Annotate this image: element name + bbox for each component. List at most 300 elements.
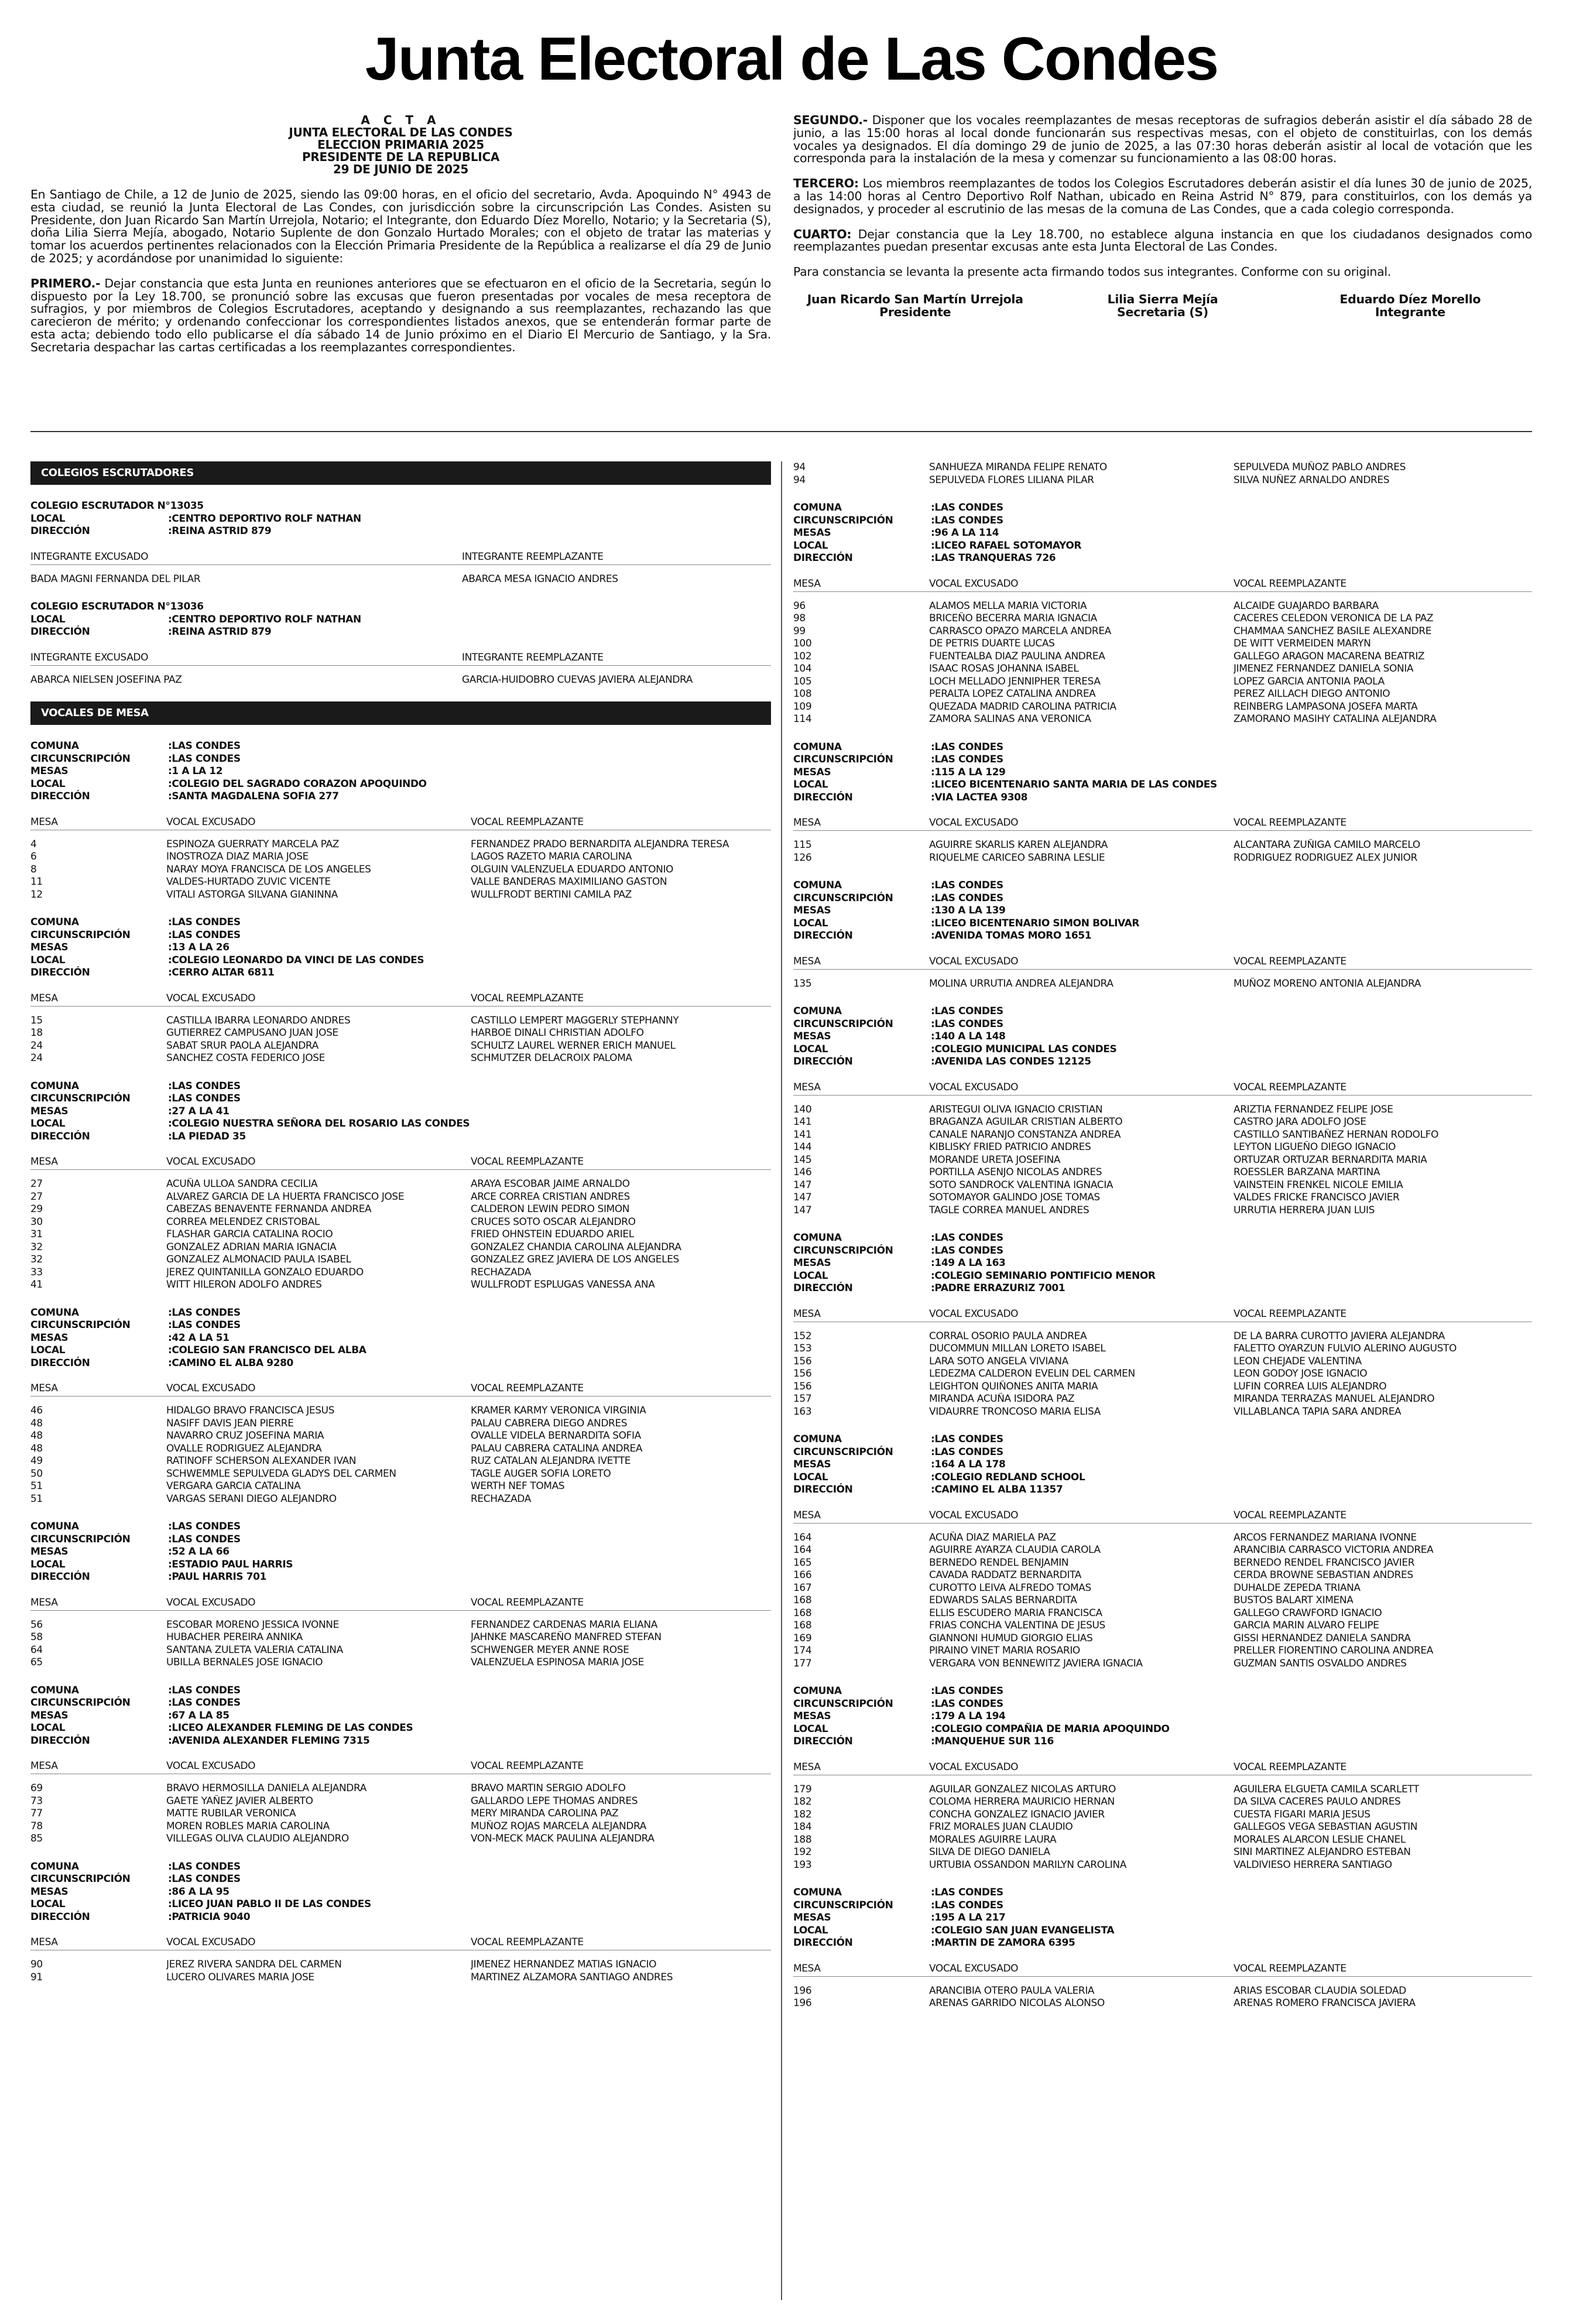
top-divider — [30, 431, 1532, 432]
vocal-reemplazante: FERNANDEZ PRADO BERNARDITA ALEJANDRA TERESA — [471, 838, 729, 850]
mesas-row — [30, 1546, 771, 1559]
info-value — [168, 929, 241, 942]
info-value-text: 115 A LA 129 — [934, 766, 1006, 778]
info-value — [168, 525, 271, 538]
table-header — [30, 1596, 771, 1611]
vocal-excusado: AGUIRRE SKARLIS KAREN ALEJANDRA — [929, 839, 1108, 851]
info-label: CIRCUNSCRIPCIÓN — [793, 1446, 893, 1458]
table-row — [30, 1795, 771, 1808]
info-label: LOCAL — [30, 1558, 66, 1570]
info-value-text: LAS CONDES — [172, 1093, 241, 1104]
vocal-reemplazante: RODRIGUEZ RODRIGUEZ ALEX JUNIOR — [1233, 851, 1417, 864]
direccion-row — [793, 792, 1532, 805]
mesa-block-info — [30, 1080, 771, 1144]
info-colon: : — [931, 1924, 935, 1936]
info-colon: : — [931, 1043, 935, 1055]
circunscripcion-row — [30, 1697, 771, 1710]
table-header — [30, 1759, 771, 1774]
vocal-reemplazante: GUZMAN SANTIS OSVALDO ANDRES — [1233, 1657, 1407, 1669]
info-value — [168, 1080, 241, 1093]
info-colon: : — [931, 892, 935, 904]
mesa-rows — [30, 838, 771, 902]
vocal-reemplazante: DA SILVA CACERES PAULO ANDRES — [1233, 1796, 1401, 1808]
table-row — [793, 1607, 1532, 1620]
info-value-text: LAS CONDES — [934, 1899, 1003, 1911]
info-colon: : — [168, 929, 172, 941]
mesa-number: 41 — [30, 1279, 43, 1291]
info-value-text: MARTIN DE ZAMORA 6395 — [934, 1937, 1075, 1949]
acta-heading — [30, 114, 771, 176]
vocal-excusado: MOREN ROBLES MARIA CAROLINA — [166, 1820, 330, 1832]
local-row — [793, 1471, 1532, 1484]
vocal-reemplazante: KRAMER KARMY VERONICA VIRGINIA — [471, 1405, 646, 1416]
info-value-text: MANQUEHUE SUR 116 — [934, 1736, 1054, 1747]
circunscripcion-row — [793, 1446, 1532, 1459]
integrantes-header — [30, 651, 771, 666]
info-label: CIRCUNSCRIPCIÓN — [30, 1697, 131, 1709]
mesa-number: 168 — [793, 1594, 812, 1606]
vocal-excusado: NASIFF DAVIS JEAN PIERRE — [166, 1417, 294, 1429]
info-value — [168, 954, 424, 967]
table-header — [30, 1381, 771, 1397]
mesa-rows — [30, 1405, 771, 1505]
vocal-excusado: JEREZ RIVERA SANDRA DEL CARMEN — [166, 1959, 342, 1970]
table-row — [30, 1631, 771, 1644]
info-value-text: 179 A LA 194 — [934, 1710, 1006, 1722]
info-label: DIRECCIÓN — [793, 1282, 853, 1294]
mesa-header: MESA — [793, 817, 821, 829]
vocal-excusado: SABAT SRUR PAOLA ALEJANDRA — [166, 1039, 318, 1052]
info-value-text: 67 A LA 85 — [172, 1709, 229, 1721]
vocal-excusado: GONZALEZ ALMONACID PAULA ISABEL — [166, 1254, 351, 1265]
table-row — [30, 1405, 771, 1418]
table-row — [30, 1833, 771, 1846]
table-row — [30, 876, 771, 889]
mesa-number: 167 — [793, 1582, 812, 1594]
vocal-excusado: SANCHEZ COSTA FEDERICO JOSE — [166, 1052, 325, 1064]
info-label: MESAS — [30, 765, 68, 777]
mesa-number: 147 — [793, 1204, 812, 1216]
vocal-reemplazante: TAGLE AUGER SOFIA LORETO — [471, 1467, 611, 1480]
info-label: CIRCUNSCRIPCIÓN — [30, 1093, 131, 1104]
vocal-excusado: SANTANA ZULETA VALERIA CATALINA — [166, 1644, 343, 1656]
mesa-number: 11 — [30, 876, 43, 888]
colegio-direccion-row — [30, 525, 771, 538]
table-row — [30, 1040, 771, 1053]
table-row — [30, 1443, 771, 1456]
vocal-excusado-header: VOCAL EXCUSADO — [929, 817, 1019, 829]
info-value-text: COLEGIO NUESTRA SEÑORA DEL ROSARIO LAS CONDES — [172, 1118, 470, 1130]
vocal-excusado-header: VOCAL EXCUSADO — [929, 577, 1019, 590]
info-value — [168, 1534, 241, 1546]
info-colon: : — [168, 1722, 172, 1734]
table-row — [793, 663, 1532, 676]
vocal-reemplazante: CASTILLO LEMPERT MAGGERLY STEPHANNY — [471, 1014, 679, 1026]
comuna-row — [793, 1005, 1532, 1018]
info-value — [931, 1270, 1156, 1283]
vocal-reemplazante: HARBOE DINALI CHRISTIAN ADOLFO — [471, 1027, 644, 1039]
info-label: DIRECCIÓN — [793, 552, 853, 564]
mesa-rows — [793, 461, 1532, 487]
vocal-excusado: ESCOBAR MORENO JESSICA IVONNE — [166, 1618, 339, 1631]
info-value-text: LAS CONDES — [934, 1887, 1003, 1898]
table-row — [30, 1203, 771, 1216]
info-colon: : — [931, 502, 935, 514]
vocal-excusado-header: VOCAL EXCUSADO — [929, 1509, 1019, 1521]
vocal-reemplazante: VON-MECK MACK PAULINA ALEJANDRA — [471, 1833, 655, 1844]
info-colon: : — [168, 1898, 172, 1910]
comuna-row — [793, 1232, 1532, 1245]
mesa-header: MESA — [793, 955, 821, 967]
direccion-row — [30, 1735, 771, 1748]
acta-left-column — [30, 114, 771, 367]
direccion-row — [30, 1571, 771, 1584]
info-label: CIRCUNSCRIPCIÓN — [30, 929, 131, 941]
vocal-reemplazante: LOPEZ GARCIA ANTONIA PAOLA — [1233, 675, 1385, 687]
info-label: LOCAL — [793, 1924, 828, 1936]
info-colon: : — [168, 778, 172, 790]
info-colon: : — [931, 766, 935, 778]
comuna-row — [30, 1307, 771, 1320]
info-colon: : — [931, 552, 935, 564]
mesa-number: 94 — [793, 461, 806, 473]
info-value-text: LAS CONDES — [934, 1433, 1003, 1445]
comuna-row — [793, 1433, 1532, 1446]
info-value — [931, 1937, 1075, 1950]
info-value — [168, 967, 275, 980]
vocal-excusado: OVALLE RODRIGUEZ ALEJANDRA — [166, 1442, 322, 1454]
info-value-text: LICEO ALEXANDER FLEMING DE LAS CONDES — [172, 1722, 413, 1734]
info-label: LOCAL — [30, 512, 66, 525]
comuna-row — [793, 1887, 1532, 1899]
vocal-reemplazante: OLGUIN VALENZUELA EDUARDO ANTONIO — [471, 863, 674, 875]
local-row — [30, 1559, 771, 1572]
mesa-number: 46 — [30, 1405, 43, 1416]
info-label: LOCAL — [30, 1118, 66, 1130]
info-value — [168, 790, 339, 803]
info-colon: : — [931, 1899, 935, 1911]
vocal-excusado: KIBLISKY FRIED PATRICIO ANDRES — [929, 1141, 1091, 1153]
table-row — [793, 1594, 1532, 1607]
table-row — [793, 612, 1532, 625]
info-value-text: LAS CONDES — [172, 752, 241, 765]
info-colon: : — [931, 539, 935, 552]
info-value — [168, 753, 241, 766]
vocal-excusado: ELLIS ESCUDERO MARIA FRANCISCA — [929, 1607, 1102, 1619]
info-value-text: 164 A LA 178 — [934, 1459, 1006, 1470]
info-value-text: COLEGIO LEONARDO DA VINCI DE LAS CONDES — [172, 954, 424, 966]
comuna-row — [30, 1521, 771, 1534]
vocal-excusado: DE PETRIS DUARTE LUCAS — [929, 638, 1055, 649]
info-label: MESAS — [793, 1459, 831, 1470]
vocal-excusado: VILLEGAS OLIVA CLAUDIO ALEJANDRO — [166, 1833, 349, 1844]
table-row — [793, 1582, 1532, 1595]
vocal-excusado: CABEZAS BENAVENTE FERNANDA ANDREA — [166, 1203, 372, 1215]
info-value — [168, 1685, 241, 1697]
info-label: DIRECCIÓN — [30, 967, 90, 978]
mesa-number: 78 — [30, 1820, 43, 1832]
table-row — [793, 1569, 1532, 1582]
info-label: MESAS — [793, 1031, 831, 1042]
vocal-reemplazante: VALDES FRICKE FRANCISCO JAVIER — [1233, 1192, 1400, 1203]
vocal-excusado: AGUIRRE AYARZA CLAUDIA CAROLA — [929, 1544, 1101, 1556]
info-label: LOCAL — [793, 539, 828, 552]
table-row — [793, 852, 1532, 865]
mesa-header: MESA — [793, 1509, 821, 1521]
vocal-excusado: PIRAINO VINET MARIA ROSARIO — [929, 1645, 1080, 1656]
table-row — [30, 1015, 771, 1028]
mesa-number: 144 — [793, 1141, 812, 1153]
info-label: DIRECCIÓN — [30, 626, 90, 638]
info-colon: : — [168, 916, 172, 928]
mesa-header: MESA — [30, 1936, 58, 1948]
info-colon: : — [168, 1521, 172, 1532]
vocal-reemplazante: URRUTIA HERRERA JUAN LUIS — [1233, 1204, 1375, 1216]
integrantes-rows — [30, 573, 771, 586]
vocal-excusado: INOSTROZA DIAZ MARIA JOSE — [166, 851, 309, 862]
table-row — [30, 1228, 771, 1241]
vocal-reemplazante: JIMENEZ FERNANDEZ DANIELA SONIA — [1233, 663, 1414, 675]
mesa-block-info — [793, 1685, 1532, 1748]
mesa-number: 15 — [30, 1014, 43, 1026]
vocal-excusado: GUTIERREZ CAMPUSANO JUAN JOSE — [166, 1027, 338, 1039]
info-colon: : — [168, 1533, 172, 1545]
vocal-excusado: CANALE NARANJO CONSTANZA ANDREA — [929, 1128, 1121, 1141]
vocal-excusado: BRAGANZA AGUILAR CRISTIAN ALBERTO — [929, 1116, 1123, 1128]
vocal-excusado: VITALI ASTORGA SILVANA GIANINNA — [166, 888, 338, 901]
info-colon: : — [931, 1446, 935, 1458]
info-colon: : — [168, 954, 172, 966]
direccion-row — [793, 1282, 1532, 1295]
info-value-text: LAS CONDES — [172, 1521, 241, 1532]
vocal-reemplazante: ARANCIBIA CARRASCO VICTORIA ANDREA — [1233, 1544, 1434, 1556]
acta-primero — [30, 278, 771, 354]
mesa-number: 30 — [30, 1216, 43, 1228]
info-value-text: LAS CONDES — [172, 1319, 241, 1331]
vocal-reemplazante: VALENZUELA ESPINOSA MARIA JOSE — [471, 1656, 644, 1668]
info-colon: : — [168, 1885, 172, 1898]
info-value-text: 96 A LA 114 — [934, 527, 999, 539]
mesa-number: 145 — [793, 1154, 812, 1166]
vocal-excusado: CONCHA GONZALEZ IGNACIO JAVIER — [929, 1808, 1105, 1820]
table-header — [793, 816, 1532, 831]
mesa-number: 114 — [793, 713, 812, 725]
info-colon: : — [168, 942, 172, 953]
mesa-number: 77 — [30, 1808, 43, 1819]
info-value — [168, 1118, 470, 1131]
info-label: MESAS — [793, 766, 831, 778]
info-value-text: LAS TRANQUERAS 726 — [934, 552, 1056, 564]
signer-role: Integrante — [1375, 304, 1445, 319]
table-header — [793, 1760, 1532, 1775]
circunscripcion-row — [793, 754, 1532, 766]
info-value — [931, 892, 1003, 905]
signatures — [793, 293, 1532, 319]
info-value-text: 86 A LA 95 — [172, 1885, 229, 1898]
info-label: MESAS — [30, 942, 68, 953]
table-header — [793, 1508, 1532, 1524]
mesa-block-info — [30, 1521, 771, 1584]
info-value-text: 130 A LA 139 — [934, 905, 1006, 916]
info-colon: : — [168, 765, 172, 777]
info-label: MESAS — [30, 1546, 68, 1558]
vocal-reemplazante-header: VOCAL REEMPLAZANTE — [471, 1936, 584, 1948]
mesa-number: 164 — [793, 1531, 812, 1543]
info-label: COMUNA — [793, 1685, 842, 1697]
mesa-number: 49 — [30, 1455, 43, 1467]
vocal-reemplazante: SCHWENGER MEYER ANNE ROSE — [471, 1644, 629, 1656]
vocal-excusado: DUCOMMUN MILLAN LORETO ISABEL — [929, 1343, 1106, 1354]
vocal-excusado: CASTILLA IBARRA LEONARDO ANDRES — [166, 1014, 351, 1026]
table-row — [30, 1254, 771, 1267]
circunscripcion-row — [30, 1534, 771, 1546]
info-value — [931, 1005, 1003, 1018]
info-colon: : — [931, 1269, 935, 1282]
mesa-number: 157 — [793, 1393, 812, 1405]
info-value — [168, 778, 427, 791]
vocal-reemplazante: OVALLE VIDELA BERNARDITA SOFIA — [471, 1430, 641, 1442]
info-value — [168, 1886, 229, 1899]
info-colon: : — [931, 1685, 935, 1697]
mesa-header: MESA — [793, 1761, 821, 1773]
mesa-number: 179 — [793, 1783, 812, 1795]
info-value-text: LAS CONDES — [934, 741, 1003, 753]
info-value-text: LAS CONDES — [172, 1080, 241, 1092]
info-value-text: LICEO BICENTENARIO SANTA MARIA DE LAS CONDES — [934, 779, 1217, 790]
info-label: LOCAL — [793, 917, 828, 929]
info-value — [168, 916, 241, 929]
info-colon: : — [168, 1093, 172, 1104]
table-header — [793, 1962, 1532, 1977]
vocal-excusado: GONZALEZ ADRIAN MARIA IGNACIA — [166, 1241, 337, 1253]
vocal-reemplazante: GONZALEZ GREZ JAVIERA DE LOS ANGELES — [471, 1254, 679, 1265]
info-label: MESAS — [30, 1709, 68, 1721]
info-value — [931, 918, 1139, 930]
vocal-reemplazante: LEON CHEJADE VALENTINA — [1233, 1355, 1362, 1367]
info-label: COMUNA — [30, 1306, 79, 1319]
mesa-number: 6 — [30, 851, 37, 862]
vocal-reemplazante: CACERES CELEDON VERONICA DE LA PAZ — [1233, 612, 1434, 624]
info-value-text: AVENIDA LAS CONDES 12125 — [934, 1056, 1091, 1067]
direccion-row — [30, 1131, 771, 1144]
info-value — [931, 792, 1027, 805]
comuna-row — [793, 879, 1532, 892]
vocal-excusado: AGUILAR GONZALEZ NICOLAS ARTURO — [929, 1783, 1116, 1795]
right-continued-rows — [793, 461, 1532, 487]
info-colon: : — [931, 1056, 935, 1067]
info-label: LOCAL — [793, 1723, 828, 1735]
table-row — [793, 1557, 1532, 1570]
info-colon: : — [168, 1357, 172, 1369]
mesa-number: 48 — [30, 1442, 43, 1454]
mesa-number: 115 — [793, 839, 812, 851]
table-row — [30, 1656, 771, 1669]
vocal-excusado: SANHUEZA MIRANDA FELIPE RENATO — [929, 461, 1107, 473]
info-value — [168, 1521, 241, 1534]
info-label: DIRECCIÓN — [30, 790, 90, 802]
info-value-text: COLEGIO SAN FRANCISCO DEL ALBA — [172, 1344, 366, 1356]
table-row — [793, 600, 1532, 613]
integrante-reemplazante: GARCIA-HUIDOBRO CUEVAS JAVIERA ALEJANDRA — [462, 673, 693, 686]
mesa-rows — [30, 1619, 771, 1669]
vocal-reemplazante: VAINSTEIN FRENKEL NICOLE EMILIA — [1233, 1179, 1403, 1191]
vocal-reemplazante: FERNANDEZ CARDENAS MARIA ELIANA — [471, 1618, 657, 1631]
table-row — [30, 1430, 771, 1443]
local-row — [793, 540, 1532, 553]
mesa-header: MESA — [30, 1382, 58, 1394]
mesa-rows — [793, 1532, 1532, 1671]
vocal-excusado: FUENTEALBA DIAZ PAULINA ANDREA — [929, 650, 1105, 662]
table-row — [793, 1859, 1532, 1872]
vocal-reemplazante: CALDERON LEWIN PEDRO SIMON — [471, 1203, 630, 1215]
mesa-header: MESA — [30, 1596, 58, 1608]
primero-text: Dejar constancia que esta Junta en reuniones anteriores que se efectuaron en el oficio de la Secretaria, según lo dispuesto por la Ley 18.700, se pronunció sobre las excusas que fueron presentadas por vocales de mesa receptora de sufragios, y por miembros de Colegios Escrutadores, aceptando y designando a sus reemplazantes, rechazando las que carecieron de mérito; y ordenando confeccionar los correspondientes listados anexos, que se entenderán formar parte de esta acta; debiendo todo ello publicarse el día sábado 14 de Junio próximo en el Diario El Mercurio de Santiago, y la Sra. Secretaria despachar las cartas certificadas a los reemplazantes correspondientes. — [30, 276, 771, 354]
table-row — [793, 461, 1532, 474]
table-header — [793, 577, 1532, 592]
info-label: COMUNA — [30, 740, 79, 752]
info-label: CIRCUNSCRIPCIÓN — [793, 1244, 893, 1257]
mesa-number: 51 — [30, 1493, 43, 1505]
mesa-number: 108 — [793, 688, 812, 700]
vocal-reemplazante: CRUCES SOTO OSCAR ALEJANDRO — [471, 1216, 636, 1228]
direccion-row — [793, 1484, 1532, 1497]
vocal-reemplazante: VALLE BANDERAS MAXIMILIANO GASTON — [471, 876, 667, 888]
info-colon: : — [931, 779, 935, 790]
vocal-reemplazante: GARCIA MARIN ALVARO FELIPE — [1233, 1620, 1379, 1631]
info-colon: : — [931, 1018, 935, 1030]
info-label: LOCAL — [30, 1344, 66, 1356]
info-value — [931, 905, 1005, 918]
vocal-reemplazante: PALAU CABRERA CATALINA ANDREA — [471, 1442, 643, 1454]
table-row — [793, 1179, 1532, 1192]
info-value — [931, 1912, 1005, 1925]
vocal-reemplazante: ARIZTIA FERNANDEZ FELIPE JOSE — [1233, 1103, 1393, 1115]
info-label: COMUNA — [793, 879, 842, 891]
table-row — [793, 1620, 1532, 1632]
info-value — [931, 1433, 1003, 1446]
vocal-excusado: VERGARA GARCIA CATALINA — [166, 1480, 301, 1492]
info-value-text: REINA ASTRID 879 — [172, 626, 272, 638]
circunscripcion-row — [793, 892, 1532, 905]
info-colon: : — [931, 1723, 935, 1735]
info-value-text: CENTRO DEPORTIVO ROLF NATHAN — [172, 512, 361, 525]
info-value — [931, 1899, 1003, 1912]
mesa-rows — [30, 1959, 771, 1984]
info-label: LOCAL — [30, 613, 66, 625]
info-label: MESAS — [793, 1912, 831, 1923]
acta-cuarto — [793, 228, 1532, 254]
vocal-excusado: BRICEÑO BECERRA MARIA IGNACIA — [929, 612, 1097, 624]
mesa-number: 94 — [793, 474, 806, 486]
circunscripcion-row — [30, 1319, 771, 1332]
mesa-number: 184 — [793, 1821, 812, 1833]
mesa-number: 18 — [30, 1027, 43, 1039]
info-colon: : — [168, 1306, 172, 1319]
info-value — [168, 1344, 366, 1357]
info-label: COMUNA — [793, 1433, 842, 1445]
circunscripcion-row — [30, 1873, 771, 1886]
info-value-text: LAS CONDES — [934, 754, 1003, 765]
vocal-excusado: WITT HILERON ADOLFO ANDRES — [166, 1279, 322, 1291]
vocal-reemplazante: BERNEDO RENDEL FRANCISCO JAVIER — [1233, 1556, 1415, 1569]
primero-label: PRIMERO.- — [30, 276, 101, 290]
info-colon: : — [931, 930, 935, 942]
info-value-text: LAS CONDES — [934, 1018, 1003, 1030]
info-value — [168, 1911, 250, 1924]
info-value-text: LAS CONDES — [172, 740, 241, 752]
mesa-block-info — [793, 1433, 1532, 1497]
mesa-header: MESA — [30, 816, 58, 828]
